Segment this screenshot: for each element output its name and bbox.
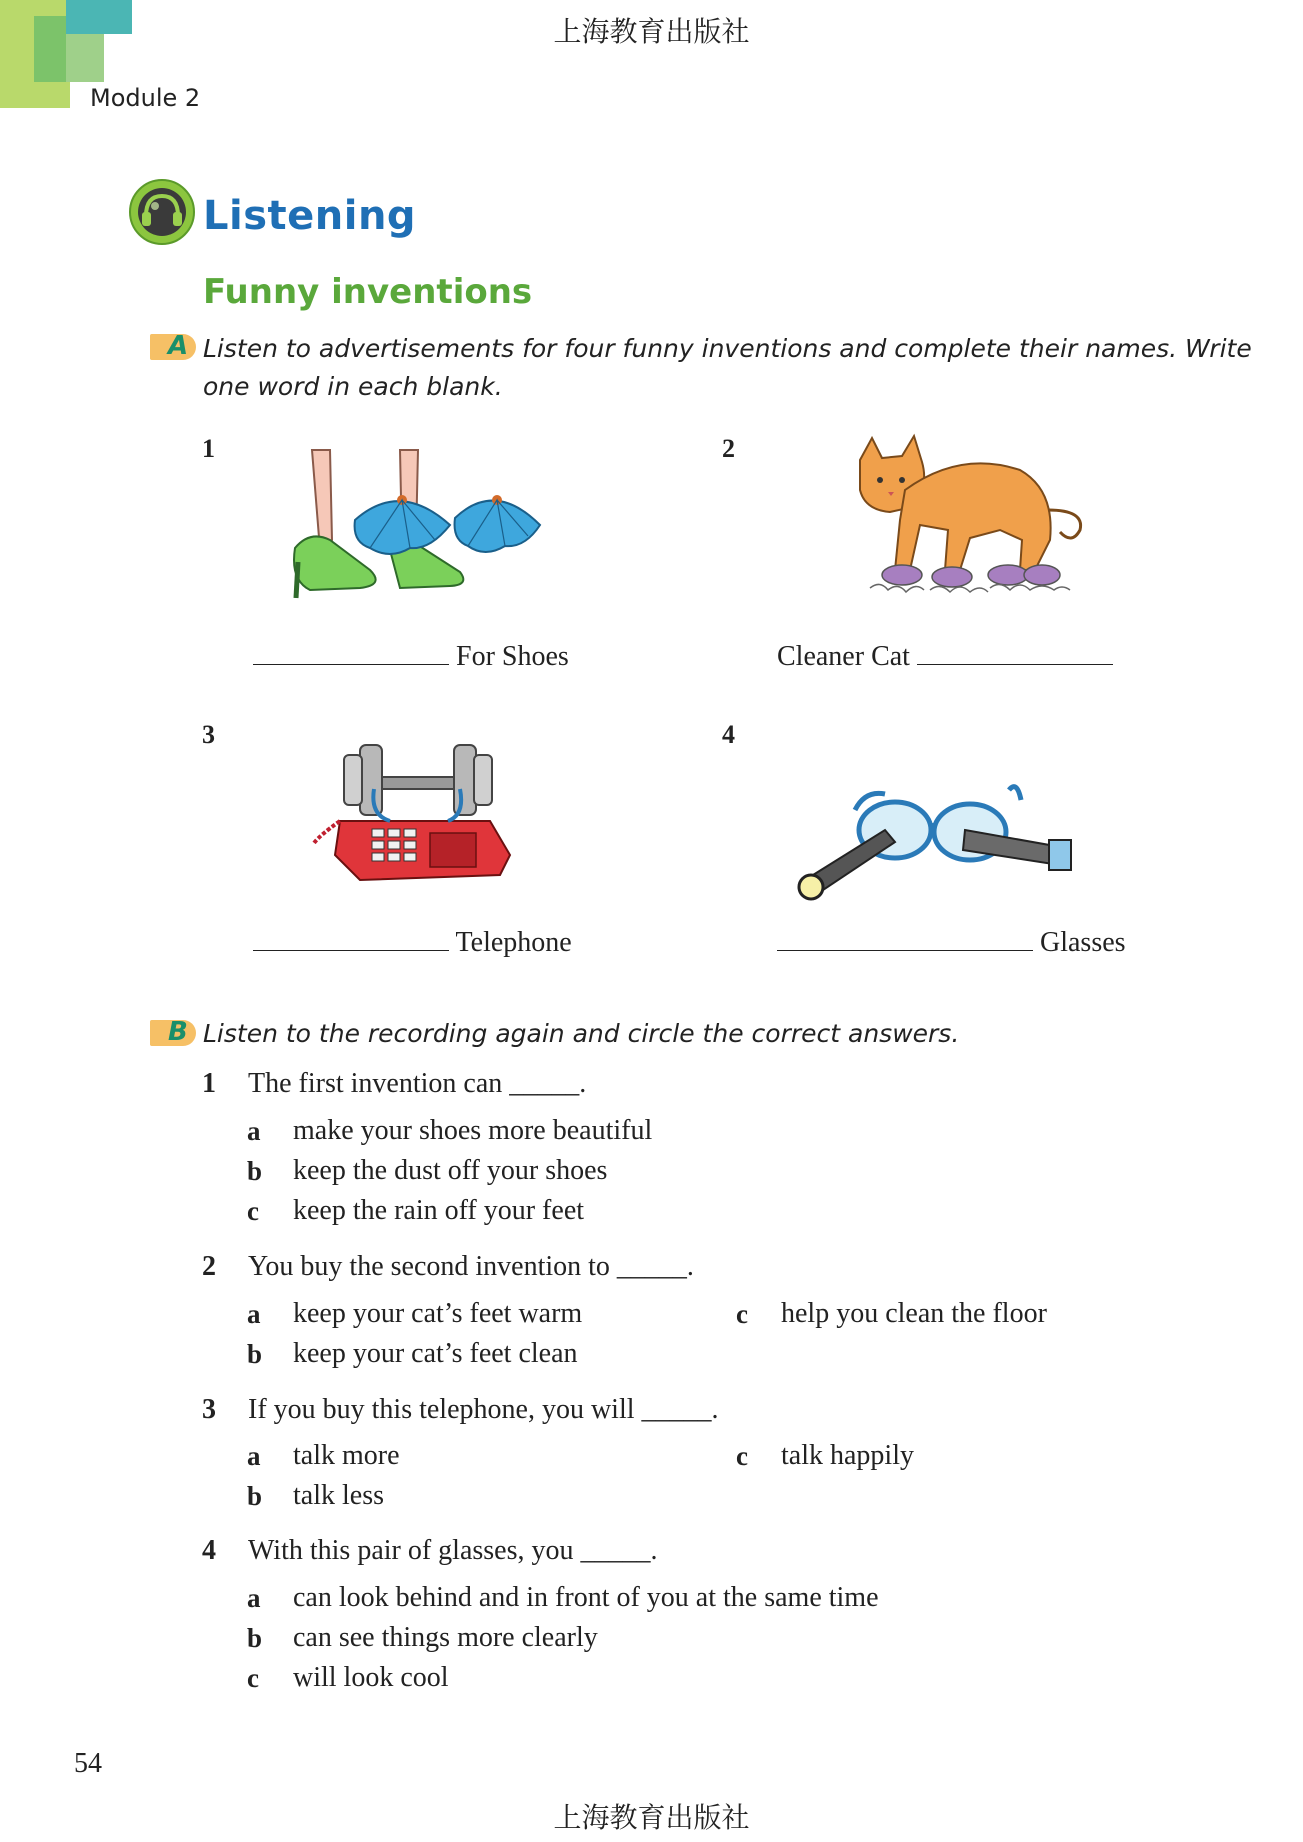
item-4-blank[interactable] [777, 926, 1033, 951]
q4-option-b-letter[interactable]: b [247, 1623, 263, 1653]
part-a-badge [150, 331, 196, 361]
q1-option-c-text[interactable]: keep the rain off your feet [293, 1195, 585, 1226]
q2-option-c-letter[interactable]: c [736, 1299, 748, 1329]
q4-option-c-letter[interactable]: c [247, 1663, 259, 1693]
part-b-instruction: Listen to the recording again and circle the correct answers. [203, 1019, 960, 1048]
q1-option-a-text[interactable]: make your shoes more beautiful [293, 1115, 653, 1146]
part-a-instruction-line-1: Listen to advertisements for four funny inventions and complete their names. Write [203, 334, 1252, 363]
part-a-instruction-line-2: one word in each blank. [203, 372, 503, 401]
item-2-blank[interactable] [917, 640, 1113, 665]
section-title: Listening [203, 193, 417, 239]
question-4-text: With this pair of glasses, you _____. [248, 1535, 658, 1566]
q2-option-c-text[interactable]: help you clean the floor [781, 1298, 1047, 1329]
q2-option-b-letter[interactable]: b [247, 1339, 263, 1369]
q2-option-a-letter[interactable]: a [247, 1299, 261, 1329]
shoe-umbrella-illustration [290, 430, 570, 610]
q4-option-a-letter[interactable]: a [247, 1583, 261, 1613]
section-subtitle: Funny inventions [203, 272, 533, 312]
item-2-name: Cleaner Cat [777, 641, 910, 672]
item-3-blank[interactable] [253, 926, 449, 951]
q3-option-b-letter[interactable]: b [247, 1481, 263, 1511]
telescope-glasses-illustration [795, 770, 1085, 910]
publisher-footer: 上海教育出版社 [553, 1803, 750, 1834]
q3-option-c-text[interactable]: talk happily [781, 1440, 914, 1471]
publisher-header: 上海教育出版社 [553, 17, 750, 48]
item-3-caption [253, 926, 572, 959]
question-1-number: 1 [202, 1068, 216, 1099]
item-number-3: 3 [202, 720, 215, 749]
question-3-text: If you buy this telephone, you will _____. [248, 1394, 719, 1425]
cleaner-cat-illustration [810, 430, 1090, 610]
question-1-text: The first invention can _____. [248, 1068, 587, 1099]
item-1-name: For Shoes [456, 641, 569, 672]
part-b-letter: B [168, 1017, 188, 1047]
module-label: Module 2 [90, 84, 201, 112]
item-4-name: Glasses [1040, 927, 1126, 958]
item-4-caption [777, 926, 1126, 959]
q1-option-b-letter[interactable]: b [247, 1156, 263, 1186]
question-4-number: 4 [202, 1535, 216, 1566]
item-1-caption [253, 640, 569, 673]
q1-option-b-text[interactable]: keep the dust off your shoes [293, 1155, 608, 1186]
q3-option-a-text[interactable]: talk more [293, 1440, 400, 1471]
question-3-number: 3 [202, 1394, 216, 1425]
dumbbell-telephone-illustration [300, 725, 530, 895]
q2-option-b-text[interactable]: keep your cat’s feet clean [293, 1338, 578, 1369]
item-number-2: 2 [722, 434, 735, 463]
q4-option-b-text[interactable]: can see things more clearly [293, 1622, 598, 1653]
q1-option-a-letter[interactable]: a [247, 1116, 261, 1146]
question-2-number: 2 [202, 1251, 216, 1282]
part-b-badge [150, 1017, 196, 1047]
q4-option-a-text[interactable]: can look behind and in front of you at the same time [293, 1582, 879, 1613]
part-a-letter: A [168, 331, 189, 361]
q1-option-c-letter[interactable]: c [247, 1196, 259, 1226]
item-number-1: 1 [202, 434, 215, 463]
item-1-blank[interactable] [253, 640, 449, 665]
q2-option-a-text[interactable]: keep your cat’s feet warm [293, 1298, 583, 1329]
item-3-name: Telephone [455, 927, 572, 958]
item-2-caption [777, 640, 1113, 673]
q3-option-c-letter[interactable]: c [736, 1441, 748, 1471]
item-number-4: 4 [722, 720, 735, 749]
q3-option-a-letter[interactable]: a [247, 1441, 261, 1471]
q3-option-b-text[interactable]: talk less [293, 1480, 384, 1511]
headphones-icon [128, 178, 196, 246]
page-number: 54 [74, 1748, 102, 1779]
q4-option-c-text[interactable]: will look cool [293, 1662, 449, 1693]
question-2-text: You buy the second invention to _____. [248, 1251, 694, 1282]
